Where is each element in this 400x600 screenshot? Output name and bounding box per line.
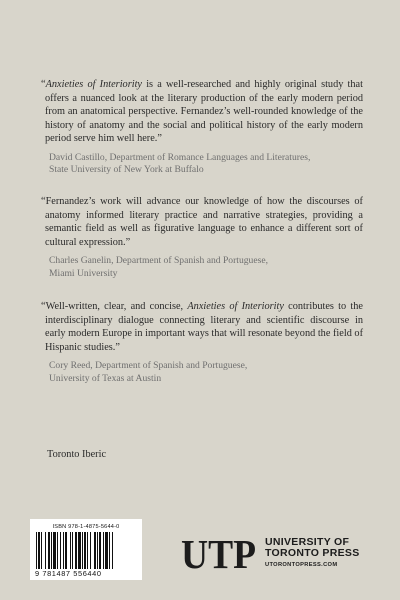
isbn-barcode <box>30 519 142 580</box>
svg-text:UTP: UTP <box>181 533 256 573</box>
utp-logo-mark <box>181 533 258 573</box>
blurb-1-attribution: David Castillo, Department of Romance Languages and Literatures, State University of New York at Buffalo <box>49 151 311 176</box>
publisher-name-line2: TORONTO PRESS <box>265 547 360 559</box>
isbn-label: ISBN 978-1-4875-5644-0 <box>52 524 120 530</box>
blurb-2 <box>41 195 363 280</box>
barcode-digits: 9 781487 556440 <box>35 569 102 578</box>
book-title: Anxieties of Interiority <box>45 79 143 90</box>
publisher-logo-text <box>265 537 360 568</box>
blurb-3 <box>41 300 363 385</box>
publisher-url: UTORONTOPRESS.COM <box>265 562 338 568</box>
barcode-bars <box>36 532 136 569</box>
publisher-name-line1: UNIVERSITY OF <box>265 536 350 548</box>
blurb-3-text: “Well-written, clear, and concise, Anxieties of Interiority contributes to the interdisciplinary dialogue connecting literary and scientific discourse in early modern Europe in important ways that will resonate beyond the field of Hispanic studies.” <box>41 301 363 353</box>
blurb-1 <box>41 78 363 177</box>
book-title: Anxieties of Interiority <box>187 301 284 312</box>
blurb-3-attribution: Cory Reed, Department of Spanish and Portuguese, University of Texas at Austin <box>49 360 248 384</box>
blurb-2-attribution: Charles Ganelin, Department of Spanish and Portuguese, Miami University <box>49 255 269 279</box>
blurb-2-text: “Fernandez’s work will advance our knowledge of how the discourses of anatomy informed literary practice and narrative strategies, providing a semantic field as well as figurative language to enhance a different sort of cultural expression.” <box>41 196 363 248</box>
blurb-1-text: “Anxieties of Interiority is a well-researched and highly original study that offers a nuanced look at the literary production of the early modern period from an anatomical perspective. Fernandez’s well-rounded knowledge of the history of anatomy and the social and political history of the early modern period serve him well here.” <box>41 79 363 145</box>
series-name: Toronto Iberic <box>47 449 107 460</box>
